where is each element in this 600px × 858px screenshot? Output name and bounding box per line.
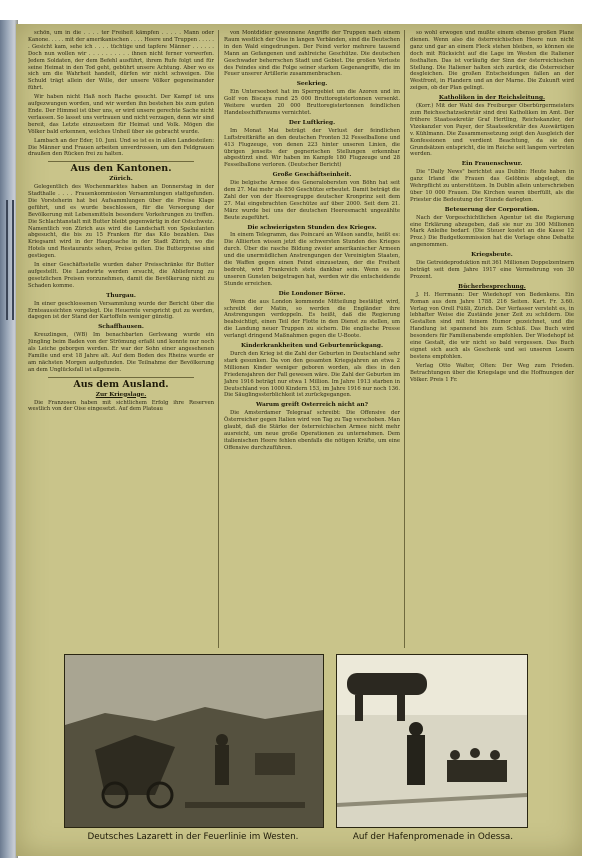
newspaper-page (16, 24, 582, 856)
divider (48, 161, 194, 162)
subheading: Thurgau. (106, 292, 136, 299)
subheading: Die Londoner Börse. (278, 290, 346, 297)
spine-binding-lines (6, 200, 14, 320)
subheading: Kinderkrankheiten und Geburtenrückgang. (241, 343, 383, 350)
article-text: Die Amsterdamer Telegraaf schreibt: Die Offensive der Österreicher gegen Italien wird von Tag zu Tag verschoben. Man glaubt, daß die Stärke der österreichischen Armee nicht mehr ausreicht, um neue große Operationen zu unternehmen. Dem italienischen Heere fehlen ebenfalls die nötigen Kräfte, um eine Offensive durchzuführen. (224, 410, 400, 451)
article-text: Wenn die aus London kommende Mitteilung bestätigt wird, schreibt der Matin, so werden die Engländer ihre Anstrengungen verdoppeln. Es heißt, daß die Regierung beabsichtigt, einen Teil der Flotte in den Dienst zu stellen, um die Landung neuer Truppen zu sichern. Die englische Presse verlangt dringend Maßnahmen gegen die U-Boote. (224, 298, 400, 340)
subheading: Schaffhausen. (98, 324, 144, 331)
photo-caption: Auf der Hafenpromenade in Odessa. (352, 832, 514, 842)
harbor-promenade-photo (336, 654, 528, 828)
column-middle (224, 30, 400, 652)
article-text: Wir haben nicht Haß noch Rache gesucht. Der Kampf ist uns aufgezwungen worden, und wir werden ihn bestehen bis zum guten Ende. Der Himmel ist über uns, er wird unsere gerechte Sache nicht verlassen. So lasset uns vertrauen und nicht verzagen, denn wir sind bereit, das Letzte einzusetzen für Heimat und Volk. Mögen die Völker bald erkennen, welches Unheil über sie gebracht wurde. (28, 94, 214, 135)
article-text: Verlag Otto Walter, Olten: Der Weg zum Frieden. Betrachtungen über die Kriegslage und die Hoffnungen der Völker. Preis 1 Fr. (410, 362, 574, 383)
article-text: In einem Telegramm, das Poincaré an Wilson sandte, heißt es: Die Alliierten wissen jetzt die schwersten Stunden des Krieges durch. Über die rasche Bildung zweier amerikanischer Armeen und die unermüdlichen Anstrengungen der Vereinigten Staaten, die Waffen gegen einen Feind einzusetzen, der die Freiheit bedroht, wird Frankreich stets dankbar sein. Wenn es zu unseren Gunsten beigetragen hat, werden wir die entscheidende Stunde erreichen. (224, 232, 400, 287)
subheading: Ein Frauenschwur. (461, 161, 523, 168)
subheading: Große Geschäftseinheit. (272, 172, 352, 179)
subheading: Beteuerung der Corporation. (444, 206, 540, 213)
subheading: Zürich. (109, 176, 133, 183)
article-text: von Montdidier gewonnene Angriffe der Truppen nach einem Raum westlich der Oise in langen Verbänden, sind die Deutschen in den Wald eingedrungen. Der Feind verlor mehrere tausend Mann an Gefangenen und zahlreiche Geschütze. Die deutschen Geschwader beherrschen Stadt und Gebiet. Die großen Verluste des Feindes sind die Folge seiner starken Gegenangriffe, die im Feuer unserer Artillerie zusammenbrachen. (224, 30, 400, 78)
article-text: Kreuzlingen, (WB) Im benachbarten Gerlswang wurde ein Jüngling beim Baden von der Strömung erfaßt und konnte nur noch als Leiche geborgen werden. Er war der Sohn einer angesehenen Familie und erst 18 Jahre alt. Auf dem Boden des Rheins wurde er am nächsten Morgen aufgefunden. Die Teilnahme der Bevölkerung an dem Unglücksfall ist allgemein. (28, 332, 214, 373)
subheading: Seekrieg. (296, 81, 328, 88)
photo-section (28, 654, 574, 850)
section-heading-ausland: Aus dem Ausland. (73, 378, 169, 390)
subheading: Die schwierigsten Stunden des Krieges. (247, 224, 377, 231)
article-text: Die Franzosen haben mit sichtlichem Erfolg ihre Reserven westlich von der Oise eingesetzt. Auf dem Plateau (28, 399, 214, 413)
article-text: J. H. Herrmann: Der Wiedehopf von Bedenkens. Ein Roman aus dem Jahre 1788. 216 Seiten. Kart. Fr. 3.60. Verlag von Orell Füßli, Zürich. Der Verfasser versteht es, in lebhafter Weise die Zustände jener Zeit zu schildern. Die Gestalten sind mit feinem Humor gezeichnet, und die Handlung ist spannend bis zum Schluß. Das Buch wird besonders für Familienabende empfohlen. Der Wiedehopf ist eine Gestalt, die wir nicht so bald vergessen. Das Buch eignet sich auch als Geschenk und sei unseren Lesern bestens empfohlen. (410, 291, 574, 360)
article-text: Die Getreideproduktion mit 361 Millionen Doppelzentnern beträgt seit dem Jahre 1917 eine Vermehrung von 30 Prozent. (410, 260, 574, 280)
article-text: Durch den Krieg ist die Zahl der Geburten in Deutschland sehr stark gesunken. Da von den gesamten Kriegsjahren an etwa 2 Millionen Kinder weniger geboren worden, als dies in den Friedensjahren der Fall gewesen wäre. Die Zahl der Geburten im Jahre 1916 beträgt nur etwa 1 Million. Im Jahre 1913 starben in Deutschland von 1000 Kindern 153, im Jahre 1916 nur noch 136. Die Säuglingssterblichkeit ist zurückgegangen. (224, 350, 400, 399)
subheading: Der Luftkrieg. (288, 119, 336, 126)
subheading: Kriegsbeute. (471, 252, 513, 259)
article-text: Lambach an der Eder, 10. Juni. Und so ist es in allen Landesteilen: Die Männer und Frauen arbeiten unverdrossen, um den Feldgrauen draußen den Rücken frei zu halten. (28, 137, 214, 158)
article-text: so wohl erwogen und mußte einem ebenso großen Plane dienen. Wenn also die österreichischen Heere nun nicht ganz und gar an einem Fleck stehen bleiben, so können sie doch mit Rücksicht auf die Lage im Westen die Italiener festhalten. Das ist vorläufig der Sinn der österreichischen Stellung. Die Italiener halten sich zurück, die Österreicher desgleichen. Die großen Entscheidungen fallen an der Westfront, in Flandern und an der Marne. Die Zukunft wird zeigen, ob der Plan gelingt. (410, 30, 574, 92)
photo-caption: Deutsches Lazarett in der Feuerlinie im Westen. (87, 832, 299, 842)
subheading: Zur Kriegslage. (95, 391, 147, 398)
field-hospital-photo (64, 654, 324, 828)
field-hospital-photo-image (65, 655, 323, 827)
subheading: Bücherbesprechung. (458, 283, 526, 290)
column-rule (404, 30, 405, 648)
article-text: Im Monat Mai beträgt der Verlust der feindlichen Luftstreitkräfte an den deutschen Fronten 32 Fesselballone und 413 Flugzeuge, von denen 223 hinter unseren Linien, die übrigen jenseits der gegnerischen Stellungen erkennbar abgestürzt sind. Wir haben im Kampfe 180 Flugzeuge und 28 Fesselballone verloren. (Deutscher Bericht) (224, 127, 400, 169)
article-text: In einer geschlossenen Versammlung wurde der Bericht über die Ernteaussichten vorgelegt. Die Heuernte verspricht gut zu werden, dagegen ist der Stand der Kartoffeln weniger günstig. (28, 300, 214, 321)
column-left (28, 30, 214, 652)
article-text: (Korr.) Mit der Wahl des Freiburger Oberbürgermeisters zum Reichsschatzsekretär sind drei Katholiken im Amt. Der frühere Staatssekretär Graf Hertling, Reichskanzler, der Vizekanzler von Payer, der Staatssekretär des Auswärtigen v. Kühlmann. Die Zusammensetzung zeigt den Ausgleich der Konfessionen und verdient Beachtung, da sie den Grundsätzen entspricht, die im Reiche seit langem vertreten werden. (410, 103, 574, 158)
subheading: Warum greift Osterreich nicht an? (255, 402, 369, 409)
column-rule (218, 30, 219, 648)
article-text: Die belgische Armee des Generalobersten von Böhn hat seit dem 27. Mai mehr als 850 Geschütze erbeutet. Damit beträgt die Zahl der von der Heeresgruppe deutscher Kronprinz seit dem 27. Mai eingebrachten Geschütze auf über 2000. Seit dem 21. März wurde bei uns der deutschen Heeresmacht ungezählte Beute zugeführt. (224, 180, 400, 221)
article-text: schön, um in die . . . . ter Freiheit kämpfen . . . . . Mann oder Kanone. . . . . mit der amerikanischen . . . . Heere und Truppen . . . . . . Gesicht kam, sehe ich . . . . tüchtige und tapfere Männer . . . . . . Doch nun wollen wir . . . . . . . . . . ihnen nicht ferner vorwerfen. Jedem Soldaten, der dem Befehl ausführt, ihrem Rufe folgt und für seine Heimat in den Tod geht, gebührt unsere Achtung. Aber wo es sich um die Wahrheit handelt, dürfen wir nicht schweigen. Die Schuld trägt allein der Wille, der unsere Völker gegeneinander führt. (28, 30, 214, 92)
article-text: Ein Unterseeboot hat im Sperrgebiet um die Azoren und im Golf von Biscaya rund 25 000 Bruttoregistertonnen versenkt. Weitere wurden 20 000 Bruttoregistertonnen feindlichen Handelsschiffsraums vernichtet. (224, 89, 400, 116)
section-heading-kantonen: Aus den Kantonen. (70, 163, 172, 175)
article-text: Die "Daily News" berichtet aus Dublin: Heute haben in ganz Irland die Frauen das Gelöbnis abgelegt, die Wehrpflicht zu unterstützen. In Dublin allein unterschrieben über 10 000 Frauen. Die Kirchen waren überfüllt, als die Priester die Bedeutung der Stunde darlegten. (410, 169, 574, 203)
article-text: In einer Geschäftsstelle wurden daher Preisschränke für Butter aufgestellt. Die Landwirte werden ersucht, die Ablieferung zu gesetzlichen Preisen vorzunehmen, damit die Bevölkerung nicht zu Schaden komme. (28, 262, 214, 289)
harbor-promenade-photo-image (337, 655, 527, 827)
article-text: Nach der Vorgeschichtlichen Agentur ist die Regierung eine Erklärung abzugeben, daß sie nur zu 300 Millionen Mark Anleihe bedarf. (Die Steuer kostet an die Kasse 12 Proz.) Die Budgetkommission hat die Vorlage ohne Debatte angenommen. (410, 214, 574, 249)
column-right (410, 30, 574, 652)
divider (48, 377, 194, 378)
article-text: Gelegentlich des Wochenmarktes haben an Donnerstag in der Stadthalle . . . . Frauenkommission Versammlungen stattgefunden. Die Vorsteherin hat bei Aufsammlungen über die Preise Klage geführt, und es wurde beschlossen, für die Versorgung der Bevölkerung mit Lebensmitteln besondere Vorkehrungen zu treffen. Die Schlachtanstalt mit Butter bleibt gegenwärtig in der Ostschweiz. Namentlich von Zürich aus wird die Landschaft von Spekulanten abgesucht, die bis zu 15 Franken für das Kilo bezahlen. Das Kriegsamt wird in der Hauptsache in der Stadt Zürich, wo die Hotels und Restaurants sehen, Preise gelten. Die Butterpreise sind gestiegen. (28, 184, 214, 260)
subheading: Katholiken in der Reichsleitung. (438, 95, 546, 102)
